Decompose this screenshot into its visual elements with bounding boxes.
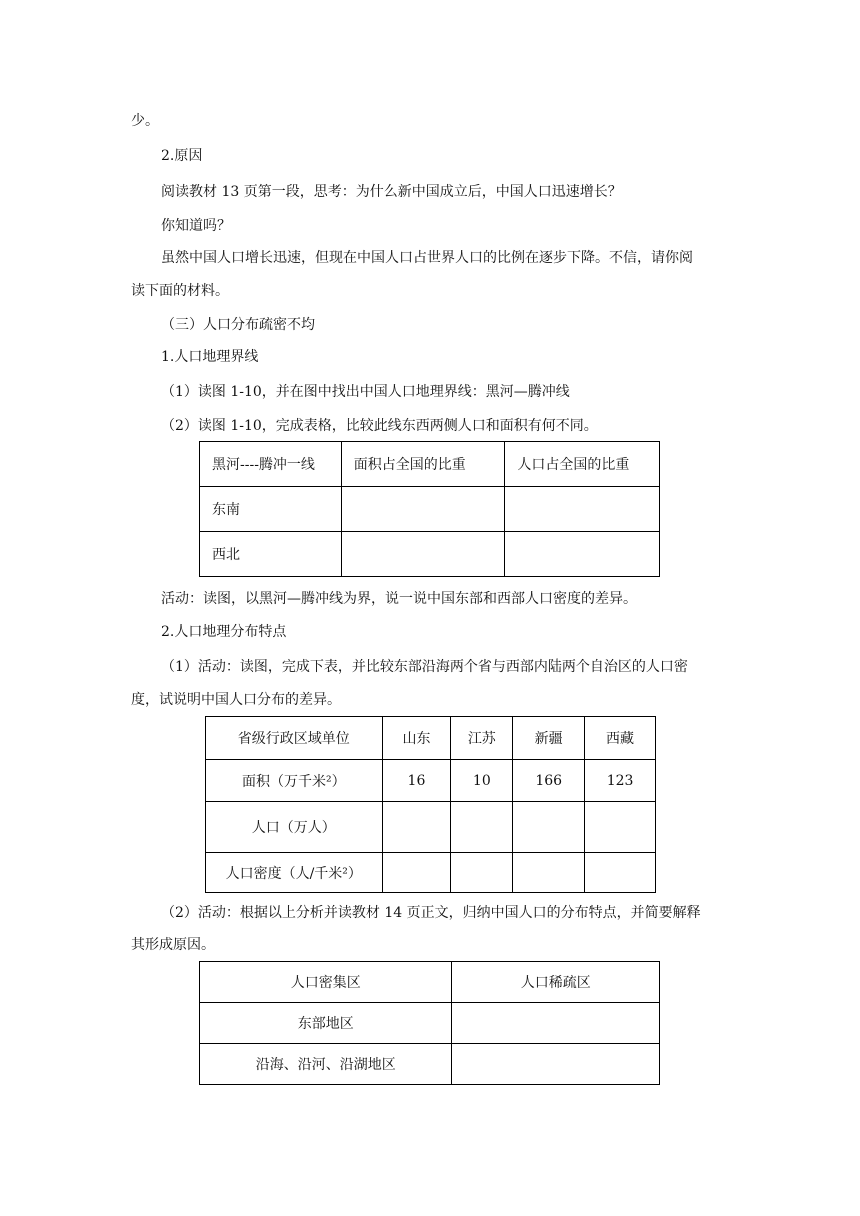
table-cell: 东部地区 [200,1003,452,1044]
section-heading: 2.原因 [161,148,203,164]
table-cell: 人口密度（人/千米²） [206,853,383,893]
section-heading: 2.人口地理分布特点 [161,624,287,640]
table-heihe-tengchong [199,441,660,577]
table-header-cell: 黑河----腾冲一线 [200,442,342,487]
table-header-row [206,717,656,760]
table-cell: 166 [513,760,585,802]
text-line: 少。 [131,113,159,129]
table-header-cell: 新疆 [513,717,585,760]
table-cell: 123 [585,760,656,802]
table-header-cell: 江苏 [451,717,513,760]
text-line: 读下面的材料。 [131,283,229,299]
table-header-cell: 人口稀疏区 [452,962,660,1003]
text-line: （2）读图 1-10，完成表格，比较此线东西两侧人口和面积有何不同。 [161,418,598,434]
table-header-row [200,442,660,487]
table-cell [513,802,585,853]
table-row [200,487,660,532]
table-row [206,802,656,853]
table-header-row [200,962,660,1003]
table-header-cell: 西藏 [585,717,656,760]
table-row [200,532,660,577]
table-cell: 沿海、沿河、沿湖地区 [200,1044,452,1085]
text-line: （2）活动：根据以上分析并读教材 14 页正文，归纳中国人口的分布特点，并简要解释 [161,905,701,921]
table-cell [341,532,505,577]
table-cell [513,853,585,893]
table-cell [585,802,656,853]
text-line: 虽然中国人口增长迅速，但现在中国人口占世界人口的比例在逐步下降。不信，请你阅 [161,250,693,266]
table-cell [452,1044,660,1085]
table-cell: 西北 [200,532,342,577]
table-cell: 面积（万千米²） [206,760,383,802]
table-cell: 16 [382,760,451,802]
table-cell [382,802,451,853]
section-heading: （三）人口分布疏密不均 [161,317,315,333]
text-line: 你知道吗？ [161,218,231,234]
table-cell: 人口（万人） [206,802,383,853]
text-line: （1）活动：读图，完成下表，并比较东部沿海两个省与西部内陆两个自治区的人口密 [161,659,688,675]
table-cell: 东南 [200,487,342,532]
table-cell [585,853,656,893]
text-line: （1）读图 1-10，并在图中找出中国人口地理界线：黑河—腾冲线 [161,384,570,400]
table-header-cell: 人口占全国的比重 [505,442,660,487]
table-header-cell: 人口密集区 [200,962,452,1003]
table-cell [451,802,513,853]
section-heading: 1.人口地理界线 [161,349,259,365]
table-header-cell: 省级行政区域单位 [206,717,383,760]
table-cell [505,532,660,577]
table-cell [451,853,513,893]
table-province-density [205,716,656,893]
table-cell [341,487,505,532]
text-line: 度，试说明中国人口分布的差异。 [131,692,341,708]
table-row [200,1003,660,1044]
table-dense-sparse [199,961,660,1085]
text-line: 活动：读图，以黑河—腾冲线为界，说一说中国东部和西部人口密度的差异。 [161,591,637,607]
text-line: 阅读教材 13 页第一段，思考：为什么新中国成立后，中国人口迅速增长？ [161,184,622,200]
table-row [206,853,656,893]
table-row [200,1044,660,1085]
table-cell: 10 [451,760,513,802]
table-cell [452,1003,660,1044]
table-cell [505,487,660,532]
table-row [206,760,656,802]
text-line: 其形成原因。 [131,937,215,953]
table-cell [382,853,451,893]
table-header-cell: 山东 [382,717,451,760]
table-header-cell: 面积占全国的比重 [341,442,505,487]
